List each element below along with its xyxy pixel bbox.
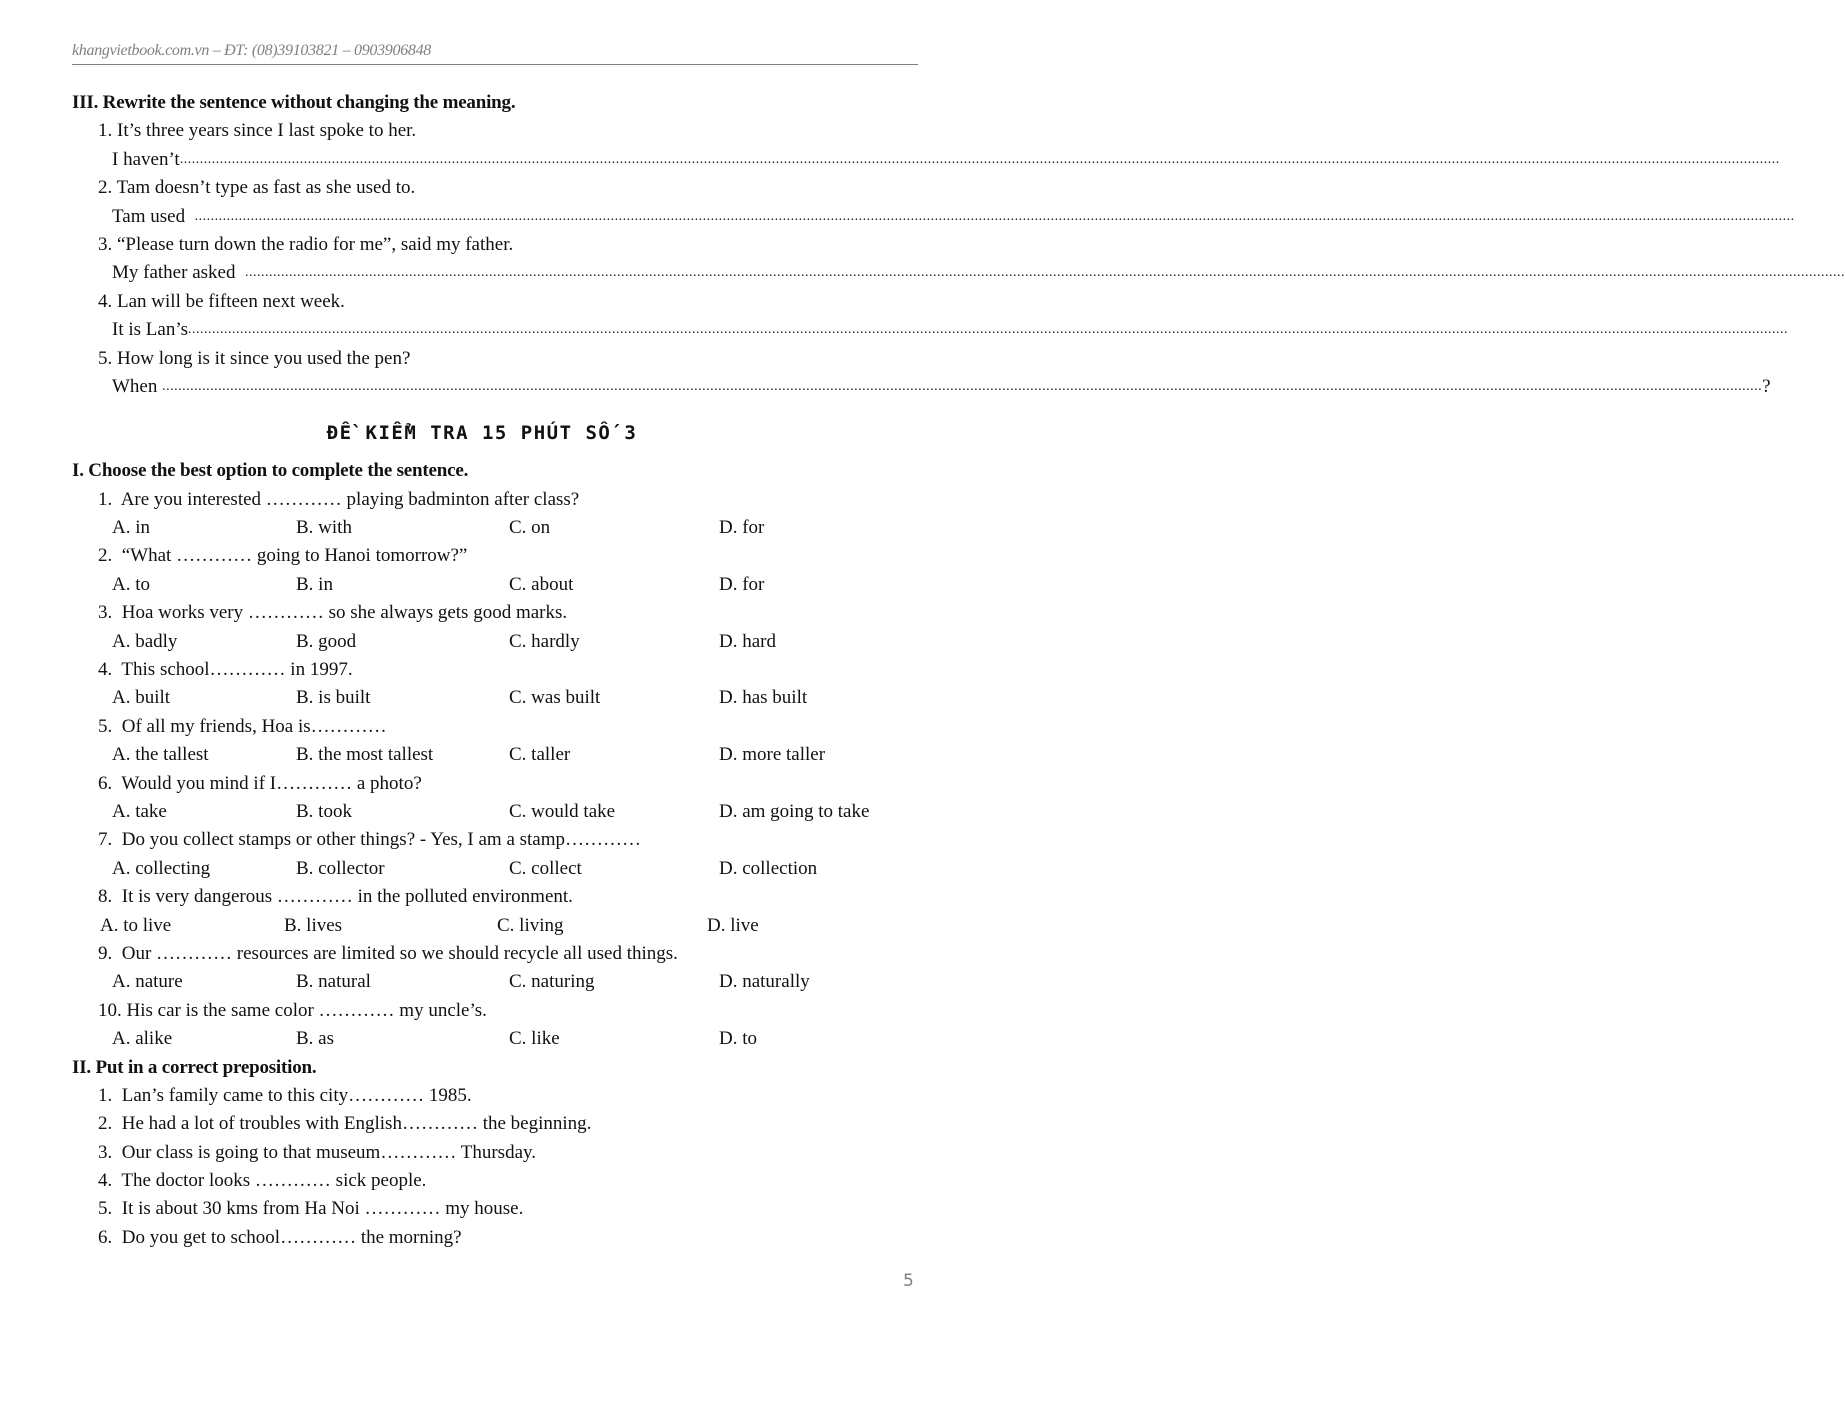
answer-option[interactable]: D. collection bbox=[719, 857, 818, 879]
item-number: 2. bbox=[98, 177, 113, 199]
item-text: Our class is going to that museum………… Thursday. bbox=[121, 1141, 537, 1163]
question bbox=[72, 770, 892, 798]
item-text: The doctor looks ………… sick people. bbox=[121, 1170, 427, 1192]
answer-option[interactable]: D. naturally bbox=[719, 971, 810, 993]
question bbox=[72, 883, 892, 911]
rewrite-item-prompt bbox=[72, 345, 892, 373]
answer-options bbox=[72, 968, 892, 996]
preposition-item bbox=[72, 1110, 892, 1138]
item-text: Lan’s family came to this city………… 1985. bbox=[121, 1084, 472, 1106]
question bbox=[72, 486, 892, 514]
item-number: 1. bbox=[98, 1084, 113, 1106]
page-header: khangvietbook.com.vn – ĐT: (08)39103821 – 0903906848 bbox=[72, 42, 918, 65]
question-text: Hoa works very ………… so she always gets good marks. bbox=[121, 602, 568, 624]
page-number: 5 bbox=[903, 1271, 914, 1291]
question-text: This school………… in 1997. bbox=[121, 659, 353, 681]
question-number: 5. bbox=[98, 715, 113, 737]
answer-option[interactable]: D. has built bbox=[719, 687, 808, 709]
item-text: Tam doesn’t type as fast as she used to. bbox=[116, 177, 416, 199]
answer-option[interactable]: A. nature bbox=[112, 971, 183, 993]
question bbox=[72, 542, 892, 570]
answer-option[interactable]: D. for bbox=[719, 573, 765, 595]
answer-option[interactable]: D. more taller bbox=[719, 744, 826, 766]
answer-tail: ? bbox=[1762, 375, 1771, 397]
item-number: 3. bbox=[98, 233, 113, 255]
question-number: 6. bbox=[98, 772, 113, 794]
answer-options bbox=[72, 855, 892, 883]
answer-options bbox=[72, 798, 892, 826]
rewrite-answer-line[interactable] bbox=[72, 146, 1780, 174]
answer-option[interactable]: C. about bbox=[509, 573, 574, 595]
rewrite-item-prompt bbox=[72, 288, 892, 316]
answer-option[interactable]: C. collect bbox=[509, 857, 582, 879]
answer-option[interactable]: B. natural bbox=[296, 971, 371, 993]
question-number: 7. bbox=[98, 829, 113, 851]
test-title: ĐỀ KIỂM TRA 15 PHÚT SỐ 3 bbox=[326, 422, 638, 445]
item-number: 6. bbox=[98, 1226, 113, 1248]
answer-option[interactable]: C. living bbox=[497, 914, 564, 936]
item-text: It is about 30 kms from Ha Noi ………… my house. bbox=[121, 1198, 524, 1220]
answer-starter: It is Lan’s bbox=[112, 319, 188, 341]
preposition-item bbox=[72, 1224, 892, 1252]
answer-option[interactable]: C. hardly bbox=[509, 630, 580, 652]
answer-options bbox=[72, 1025, 892, 1053]
question-text: Are you interested ………… playing badminton after class? bbox=[120, 488, 580, 510]
section-choose-heading: I. Choose the best option to complete the sentence. bbox=[72, 460, 469, 482]
item-number: 5. bbox=[98, 1198, 113, 1220]
answer-option[interactable]: C. would take bbox=[509, 800, 616, 822]
answer-option[interactable]: C. on bbox=[509, 517, 551, 539]
rewrite-answer-line[interactable] bbox=[72, 259, 1845, 287]
question bbox=[72, 997, 892, 1025]
answer-option[interactable]: B. as bbox=[296, 1028, 334, 1050]
rewrite-answer-line[interactable] bbox=[72, 373, 1771, 401]
item-number: 4. bbox=[98, 290, 113, 312]
question bbox=[72, 656, 892, 684]
question-text: Do you collect stamps or other things? - Yes, I am a stamp………… bbox=[121, 829, 642, 851]
rewrite-item-prompt bbox=[72, 117, 892, 145]
answer-option[interactable]: A. the tallest bbox=[112, 744, 209, 766]
answer-option[interactable]: B. is built bbox=[296, 687, 371, 709]
item-text: Do you get to school………… the morning? bbox=[121, 1226, 462, 1248]
answer-option[interactable]: B. lives bbox=[284, 914, 343, 936]
rewrite-list bbox=[72, 117, 1845, 401]
answer-option[interactable]: D. hard bbox=[719, 630, 776, 652]
answer-options bbox=[72, 684, 892, 712]
question bbox=[72, 713, 892, 741]
question-text: His car is the same color ………… my uncle’s. bbox=[126, 999, 487, 1021]
answer-blank[interactable]: ................................................................................................................................................................................................................................................................................................................................................................................................................ bbox=[162, 378, 1763, 394]
answer-option[interactable]: B. in bbox=[296, 573, 333, 595]
question-number: 8. bbox=[98, 886, 113, 908]
answer-option[interactable]: A. in bbox=[112, 517, 150, 539]
item-text: Lan will be fifteen next week. bbox=[117, 290, 345, 312]
question bbox=[72, 599, 892, 627]
question-number: 2. bbox=[98, 545, 113, 567]
rewrite-answer-line[interactable] bbox=[72, 316, 1788, 344]
answer-option[interactable]: C. was built bbox=[509, 687, 601, 709]
answer-options bbox=[72, 628, 892, 656]
rewrite-item-prompt bbox=[72, 174, 892, 202]
answer-option[interactable]: A. take bbox=[112, 800, 167, 822]
answer-option[interactable]: A. to live bbox=[100, 914, 172, 936]
answer-option[interactable]: B. the most tallest bbox=[296, 744, 434, 766]
preposition-list bbox=[72, 1082, 892, 1252]
question bbox=[72, 826, 892, 854]
item-text: How long is it since you used the pen? bbox=[117, 347, 411, 369]
rewrite-answer-line[interactable] bbox=[72, 203, 1795, 231]
answer-option[interactable]: A. badly bbox=[112, 630, 178, 652]
item-number: 4. bbox=[98, 1170, 113, 1192]
answer-option[interactable]: C. like bbox=[509, 1028, 560, 1050]
answer-option[interactable]: B. good bbox=[296, 630, 357, 652]
answer-blank[interactable]: ................................................................................................................................................................................................................................................................................................................................................................................................................ bbox=[179, 151, 1780, 167]
item-number: 3. bbox=[98, 1141, 113, 1163]
item-text: It’s three years since I last spoke to her. bbox=[117, 120, 417, 142]
item-number: 2. bbox=[98, 1113, 113, 1135]
question-number: 9. bbox=[98, 942, 113, 964]
preposition-item bbox=[72, 1139, 892, 1167]
answer-options bbox=[72, 741, 892, 769]
answer-starter: When bbox=[112, 375, 163, 397]
answer-option[interactable]: B. took bbox=[296, 800, 352, 822]
rewrite-item-prompt bbox=[72, 231, 892, 259]
item-text: “Please turn down the radio for me”, said my father. bbox=[117, 233, 514, 255]
page-content bbox=[72, 89, 1845, 1252]
answer-option[interactable]: B. collector bbox=[296, 857, 385, 879]
answer-option[interactable]: B. with bbox=[296, 517, 352, 539]
answer-blank[interactable]: ................................................................................................................................................................................................................................................................................................................................................................................................................ bbox=[188, 322, 1788, 338]
answer-blank[interactable]: ................................................................................................................................................................................................................................................................................................................................................................................................................ bbox=[194, 208, 1795, 224]
answer-option[interactable]: C. naturing bbox=[509, 971, 595, 993]
answer-option[interactable]: C. taller bbox=[509, 744, 571, 766]
answer-options bbox=[72, 514, 892, 542]
answer-option[interactable]: A. collecting bbox=[112, 857, 211, 879]
question-text: It is very dangerous ………… in the polluted environment. bbox=[121, 886, 573, 908]
item-text: He had a lot of troubles with English………… the beginning. bbox=[121, 1113, 592, 1135]
answer-option[interactable]: A. to bbox=[112, 573, 150, 595]
answer-option[interactable]: D. am going to take bbox=[719, 800, 870, 822]
answer-option[interactable]: D. live bbox=[707, 914, 759, 936]
answer-blank[interactable]: ................................................................................................................................................................................................................................................................................................................................................................................................................ bbox=[244, 265, 1845, 281]
question-text: Of all my friends, Hoa is………… bbox=[121, 715, 387, 737]
question-text: Our ………… resources are limited so we should recycle all used things. bbox=[121, 942, 678, 964]
question-number: 3. bbox=[98, 602, 113, 624]
answer-options bbox=[72, 912, 892, 940]
answer-starter: Tam used bbox=[112, 205, 195, 227]
answer-option[interactable]: A. alike bbox=[112, 1028, 173, 1050]
answer-option[interactable]: D. to bbox=[719, 1028, 757, 1050]
section-preposition-heading: II. Put in a correct preposition. bbox=[72, 1056, 317, 1078]
section-rewrite-heading: III. Rewrite the sentence without changing the meaning. bbox=[72, 92, 516, 113]
question-number: 4. bbox=[98, 659, 113, 681]
answer-starter: I haven’t bbox=[112, 148, 180, 170]
choose-list bbox=[72, 486, 892, 1054]
answer-option[interactable]: D. for bbox=[719, 517, 765, 539]
item-number: 5. bbox=[98, 347, 113, 369]
preposition-item bbox=[72, 1195, 892, 1223]
answer-option[interactable]: A. built bbox=[112, 687, 171, 709]
preposition-item bbox=[72, 1167, 892, 1195]
answer-starter: My father asked bbox=[112, 262, 245, 284]
answer-options bbox=[72, 571, 892, 599]
question-number: 10. bbox=[98, 999, 122, 1021]
question-text: Would you mind if I………… a photo? bbox=[121, 772, 422, 794]
preposition-item bbox=[72, 1082, 892, 1110]
question bbox=[72, 940, 892, 968]
question-number: 1. bbox=[98, 488, 113, 510]
item-number: 1. bbox=[98, 120, 113, 142]
question-text: “What ………… going to Hanoi tomorrow?” bbox=[121, 545, 468, 567]
